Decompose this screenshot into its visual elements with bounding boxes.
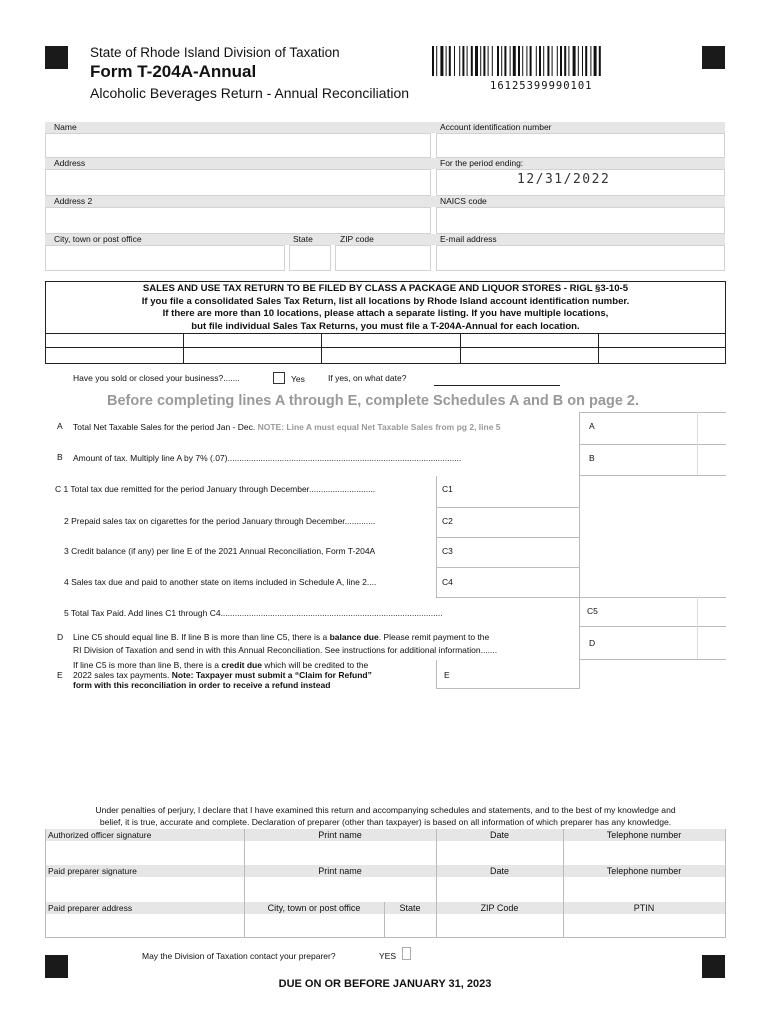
address2-field[interactable] (45, 207, 431, 234)
line-c4-input[interactable] (462, 569, 578, 596)
c-line-3 (436, 567, 579, 568)
c-line-2 (436, 537, 579, 538)
grid-col-4 (598, 333, 599, 364)
line-e-text (73, 660, 372, 690)
declaration (45, 805, 726, 828)
preparer-signature-field[interactable] (46, 878, 243, 901)
line-d-text-1a: Line C5 should equal line B. If line B is more than line C5, there is a (73, 632, 330, 642)
preparer-print-name-label: Print name (318, 866, 362, 876)
line-c2-text: 2 Prepaid sales tax on cigarettes for the period January through December............. (64, 516, 376, 526)
cents-divider-bottom (697, 597, 698, 659)
date-label: Date (489, 830, 509, 840)
line-a-desc: Total Net Taxable Sales for the period Jan - Dec. (73, 422, 256, 432)
right-col-line-4 (579, 626, 726, 627)
right-col-vline (579, 475, 580, 689)
line-b-text: Amount of tax. Multiply line A by 7% (.07)................................................................................................... (73, 453, 462, 463)
line-e-letter: E (57, 670, 63, 680)
preparer-city-field[interactable] (245, 915, 383, 937)
period-label: For the period ending: (440, 158, 524, 168)
line-b-box-label: B (589, 453, 595, 463)
line-e-text-1 (73, 660, 372, 670)
preparer-address-field[interactable] (46, 915, 243, 937)
preparer-print-name-field[interactable] (245, 878, 435, 901)
preparer-city-label: City, town or post office (267, 903, 361, 913)
line-c1-box-label: C1 (442, 484, 453, 494)
grid-col-1 (183, 333, 184, 364)
sig-vline-5 (725, 829, 726, 938)
line-a-note: NOTE: Line A must equal Net Taxable Sales from pg 2, line 5 (257, 422, 501, 432)
right-col-line-2 (579, 475, 726, 476)
grid-top-line (45, 333, 726, 334)
line-d-balance-due: balance due (329, 632, 379, 642)
officer-print-name-field[interactable] (245, 842, 435, 864)
yes-label: Yes (291, 374, 305, 384)
line-e-text-2a: 2022 sales tax payments. (73, 670, 172, 680)
sold-closed-checkbox[interactable] (273, 372, 285, 384)
instruction-heading: Before completing lines A through E, complete Schedules A and B on page 2. (107, 393, 640, 409)
line-c1-input[interactable] (462, 478, 578, 506)
city-field[interactable] (45, 245, 285, 271)
barcode (432, 46, 662, 76)
zip-label: ZIP code (340, 234, 374, 244)
period-value: 12/31/2022 (517, 172, 611, 187)
state-label: State (293, 234, 313, 244)
preparer-zip-field[interactable] (437, 915, 562, 937)
print-name-label: Print name (318, 830, 362, 840)
address2-label-bar (45, 196, 725, 207)
email-label: E-mail address (440, 234, 497, 244)
preparer-address-label: Paid preparer address (48, 903, 133, 913)
notice-line-4: but file individual Sales Tax Returns, you must file a T-204A-Annual for each location. (191, 320, 580, 332)
line-a-letter: A (57, 421, 63, 431)
preparer-date-label: Date (489, 866, 509, 876)
registration-mark-bottom-right (702, 955, 725, 978)
cents-divider-top (697, 412, 698, 475)
name-label-bar (45, 122, 725, 133)
closed-date-field[interactable] (434, 385, 560, 386)
name-field[interactable] (45, 133, 431, 158)
line-b-input[interactable] (601, 445, 697, 475)
line-d-box-label: D (589, 638, 596, 648)
declaration-line-2: belief, it is true, accurate and complete. Declaration of preparer (other than taxpayer) is based on all information of which preparer has any knowledge. (99, 816, 672, 827)
line-e-credit-due: credit due (221, 660, 262, 670)
barcode-number: 16125399990101 (490, 80, 593, 92)
city-label-bar (45, 234, 725, 245)
line-d-text-2: RI Division of Taxation and send in with this Annual Reconciliation. See instructions for additional information....... (73, 645, 498, 655)
notice-line-3: If there are more than 10 locations, please attach a separate listing. If you have multiple locations, (162, 308, 609, 319)
notice-line-2: If you file a consolidated Sales Tax Return, list all locations by Rhode Island account identification number. (141, 295, 630, 307)
form-title: Form T-204A-Annual (90, 62, 257, 81)
officer-date-field[interactable] (437, 842, 562, 864)
address-label-bar (45, 158, 725, 169)
c-line-4 (436, 597, 579, 598)
registration-mark-bottom-left (45, 955, 68, 978)
line-e-text-1a: If line C5 is more than line B, there is a (73, 660, 222, 670)
line-e-text-3: form with this reconciliation in order to receive a refund instead (73, 680, 331, 690)
sold-closed-question: Have you sold or closed your business?....... (73, 373, 240, 383)
officer-telephone-field[interactable] (564, 842, 724, 864)
ptin-label: PTIN (633, 903, 655, 913)
line-d-text-1c: . Please remit payment to the (378, 632, 490, 642)
preparer-zip-label: ZIP Code (480, 903, 519, 913)
line-c3-input[interactable] (462, 539, 578, 566)
ptin-field[interactable] (564, 915, 724, 937)
line-e-note: Note: Taxpayer must submit a “Claim for Refund” (171, 670, 372, 680)
naics-field[interactable] (436, 207, 725, 234)
registration-mark-top-left (45, 46, 68, 69)
line-d-input[interactable] (601, 628, 697, 658)
officer-signature-label: Authorized officer signature (48, 830, 152, 840)
registration-mark-top-right (702, 46, 725, 69)
line-b-letter: B (57, 452, 63, 462)
line-c2-input[interactable] (462, 509, 578, 536)
contact-preparer-question: May the Division of Taxation contact your preparer? (142, 951, 336, 961)
account-field[interactable] (436, 133, 725, 158)
line-a-box-label: A (589, 421, 595, 431)
line-d-text-1 (73, 632, 577, 642)
line-c4-box-label: C4 (442, 577, 453, 587)
notice-text (45, 283, 726, 333)
line-e-input[interactable] (462, 662, 578, 688)
notice-line-1: SALES AND USE TAX RETURN TO BE FILED BY CLASS A PACKAGE AND LIQUOR STORES - RIGL §3-10-5 (142, 283, 629, 294)
officer-signature-field[interactable] (46, 842, 243, 864)
naics-label: NAICS code (440, 196, 487, 206)
preparer-state-field[interactable] (385, 915, 435, 937)
account-label: Account identification number (440, 122, 552, 132)
right-col-line-5 (579, 659, 726, 660)
line-c5-text: 5 Total Tax Paid. Add lines C1 through C4.............................................................................................. (64, 608, 443, 618)
preparer-date-field[interactable] (437, 878, 562, 901)
form-subtitle: Alcoholic Beverages Return - Annual Reconciliation (90, 85, 410, 101)
telephone-label: Telephone number (606, 830, 682, 840)
address-label: Address (54, 158, 86, 168)
line-c2-box-label: C2 (442, 516, 453, 526)
preparer-signature-label: Paid preparer signature (48, 866, 137, 876)
grid-col-3 (460, 333, 461, 364)
grid-mid-line (45, 347, 726, 348)
line-c4-text: 4 Sales tax due and paid to another state on items included in Schedule A, line 2.... (64, 577, 377, 587)
due-date-notice: DUE ON OR BEFORE JANUARY 31, 2023 (278, 978, 492, 990)
address-field[interactable] (45, 169, 431, 196)
line-c3-box-label: C3 (442, 546, 453, 556)
city-label: City, town or post office (54, 234, 142, 244)
line-d-letter: D (57, 632, 64, 642)
sig-bottom-line (45, 937, 726, 938)
line-e-box-label: E (444, 670, 450, 680)
declaration-line-1: Under penalties of perjury, I declare that I have examined this return and accompanying schedules and statements, and to the best of my knowledge and (95, 805, 676, 815)
right-col-line-3 (579, 597, 726, 598)
preparer-telephone-label: Telephone number (606, 866, 682, 876)
preparer-telephone-field[interactable] (564, 878, 724, 901)
line-a-input[interactable] (601, 413, 697, 443)
agency-name: State of Rhode Island Division of Taxation (90, 45, 340, 60)
preparer-state-label: State (399, 903, 421, 913)
line-e-text-1c: which will be credited to the (261, 660, 369, 670)
name-label: Name (54, 122, 77, 132)
line-c3-text: 3 Credit balance (if any) per line E of the 2021 Annual Reconciliation, Form T-204A (64, 546, 376, 556)
address2-label: Address 2 (54, 196, 93, 206)
line-c1-text: C 1 Total tax due remitted for the period January through December............................ (55, 484, 376, 494)
line-a-text (73, 422, 579, 432)
contact-yes-label: YES (379, 951, 397, 961)
contact-yes-checkbox[interactable] (402, 947, 411, 960)
zip-field[interactable] (335, 245, 431, 271)
state-field[interactable] (289, 245, 331, 271)
line-c5-box-label: C5 (587, 606, 598, 616)
email-field[interactable] (436, 245, 725, 271)
c-line-1 (436, 507, 579, 508)
line-c5-input[interactable] (601, 599, 697, 625)
date-question: If yes, on what date? (328, 373, 407, 383)
grid-col-2 (321, 333, 322, 364)
line-e-text-2 (73, 670, 372, 680)
